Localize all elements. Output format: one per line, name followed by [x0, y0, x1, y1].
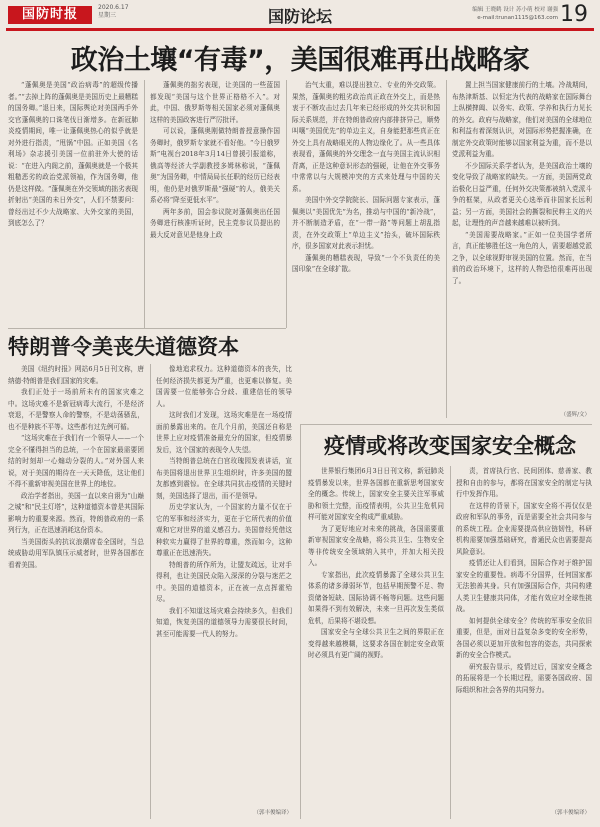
editor-names: 编辑 王晓鹤 设计 苏小萌 校对 谢强	[472, 7, 558, 13]
article2-byline: （郭丰俊编译）	[253, 810, 292, 816]
article2-headline: 特朗普令美丧失道德资本	[8, 335, 239, 359]
section-divider	[8, 328, 286, 329]
article2-column-1: 美国《纽约时报》网站6月5日刊文称，唐纳德·特朗普是我们国家的灾难。 我们正处于一场前所未有的国家灾难之中。这场灾难不是新冠病毒大流行，不是经济衰退，不是警察人命的警察，不是动荡骚乱，也不是种族不平等。这些都有过先例可循。 “这场灾难在于我们有一个领导人——一个完全不懂得担当的总统，一个在国家最需要团结的时刻却一心煽动分裂的人。”对外国人来说，对于美国的期待在一天天降低，这让他们不得不重新审视美国在世界上的地位。 政治学者指出，美国一直以来自诩为“山巅之城”和“民主灯塔”，这种道德资本曾是其国际影响力的重要来源。然而，特朗普政府的一系列行为，正在迅速消耗这份资本。 当美国街头的抗议浪潮席卷全国时，当总统威胁动用军队镇压示威者时，世界各国都在看着美国。	[8, 365, 144, 569]
article1-column-1: “蓬佩奥是美国“政治病毒”的超级传播者。”“去掉上阵的蓬佩奥是美国历史上最糟糕的国务卿。”退日来，国际舆论对美国两手外交官蓬佩奥的口诛笔伐日渐增多。在新冠肺炎疫情期间，唯一让蓬佩奥热心的似乎就是对外进行指责，“甩锅”中国。正如美国《名利场》杂志援引美国一位前驻外大使的话说：“在进入内阁之前，蓬佩奥就是一个极其粗糙恶劣的政治党派领袖，作为国务卿，他仍是这样做。“蓬佩奥在外交领域的拙劣表现折射出“美国的未日外交”，人们不禁要问：曾经出过不少大战略家、大外交家的美国，到底怎么了？	[8, 81, 138, 227]
issue-weekday: 星期三	[98, 12, 117, 19]
column-divider	[150, 364, 151, 819]
section-divider	[300, 424, 592, 425]
column-divider	[144, 80, 145, 328]
article3-column-1: 世界银行集团6月3日日刊文称，新冠肺炎疫情暴发以来，世界各国都在重新思考国家安全的概念。传统上，国家安全主要关注军事威胁和领土完整，而疫情表明，公共卫生危机同样可能对国家安全构成严重威胁。 为了更好地应对未来的挑战，各国需要重新审视国家安全战略，将公共卫生、生物安全等非传统安全领域纳入其中，并加大相关投入。 专家指出，此次疫情暴露了全球公共卫生体系的诸多薄弱环节，包括早期预警不足、物资储备短缺、国际协调不畅等问题。这些问题如果得不到有效解决，未来一旦再次发生类似危机，后果将不堪设想。 国家安全与全球公共卫生之间的界限正在变得越来越模糊，这要求各国在制定安全政策时必须具有更广阔的视野。	[308, 467, 444, 659]
article2-column-2: 像地追求权力。这种道德资本的丧失，比任何经济损失都更为严重，也更难以修复。美国需要一位能够弥合分歧、重建信任的领导人。 这时我们才发现，这场灾难是在一场疫情面前暴露出来的。在几个月前，美国还自称是世界上应对疫情准备最充分的国家，但疫情暴发后，这个国家的表现令人失望。 当特朗普总统在白宫玫瑰园发表讲话，宣布美国将退出世界卫生组织时，许多美国的盟友都感到震惊。在全球共同抗击疫情的关键时刻，美国选择了退出，而不是领导。 历史学家认为，一个国家的力量不仅在于它的军事和经济实力，更在于它所代表的价值观和它对世界的道义感召力。美国曾经凭借这种软实力赢得了世界的尊重，然而如今，这种尊重正在迅速消失。 特朗普的所作所为，让盟友疏远，让对手得利，也让美国民众陷入深深的分裂与迷茫之中。美国的道德资本，正在被一点点挥霍殆尽。 我们不知道这场灾难会持续多久，但我们知道，恢复美国的道德领导力需要很长时间，甚至可能需要一代人的努力。	[156, 365, 292, 638]
column-divider	[286, 80, 287, 328]
page-number: 19	[560, 2, 588, 27]
article1-byline: （盛辉/文）	[560, 412, 590, 418]
section-title: 国防论坛	[267, 7, 332, 26]
editor-credits	[472, 6, 558, 22]
header-divider	[6, 28, 594, 31]
article1-column-3: 治气太重，难以提出独立、专业的外交政策。果然，蓬佩奥的粗劣政治真正政在外交上，而是热衷于不断攻击过去几年来已经形成的外交共识和国际关系规范，并在特朗普政府内部排挤异己，顺势叫嚷“美国优先”的单边主义，自身能把那些真正在外交上具有战略眼光的人物边缘化了。从一些具体表现看，蓬佩奥的外交理念一直与美国主流认识相背离，正是这种意识形态的强硬，让他在外交事务中常常以与大规模冲突的方式来处理与中国的关系。 美国中外交学院院长、国际问题专家表示，蓬佩奥以“美国优先”为名，推动与中国的“新冷战”，并不断制造矛盾，在“一带一路”等问题上胡乱指责，在外交政策上“单边主义”抬头，破坏国际秩序，很多国家对此表示担忧。 蓬佩奥的糟糕表现，导致“一个不负责任的美国印象”在全球扩散。	[292, 81, 440, 273]
article1-column-2: 蓬佩奥的拙劣表现，让美国的一些蓝国都发现“美国与这个世界正格格不入”。对此，中国、俄罗斯等相关国家必须对蓬佩奥这样的美国政客进行严厉批评。 可以说，蓬佩奥刚做特朗普授意操作国务卿时，俄罗斯专家就不看好他。“今日俄罗斯”电视台2018年3月14日曾援引报道称，俄高等经济大学副教授多姆林称说，“蓬佩奥”为国务卿，中情局局长任职的经历已经表明，他仍是对俄罗斯最“强硬”的人，俄美关系必将“降至更低水平”。 两年多前，国会参议院对蓬佩奥出任国务卿进行核准听证时，民主党参议员提出的最大反对意见是他身上政	[150, 81, 280, 239]
column-divider	[446, 80, 447, 418]
main-headline: 政治土壤“有毒”，美国很难再出战略家	[70, 45, 530, 76]
article3-headline: 疫情或将改变国家安全概念	[324, 434, 576, 458]
article3-column-2: 责，首席执行官、民间团体、慈善家、教授和自由的参与，都将在国家安全的制定与执行中发挥作用。 在这样的背景下，国家安全将不再仅仅是政府和军队的事务，而是需要全社会共同参与的系统工程。企业需要提高供应链韧性，科研机构需要加强基础研究，普通民众也需要提高风险意识。 疫情还让人们看到，国际合作对于维护国家安全的重要性。病毒不分国界，任何国家都无法独善其身。只有加强国际合作，共同构建人类卫生健康共同体，才能有效应对全球性挑战。 如何提供全球安全？传统的军事安全依旧重要，但是，面对日益复杂多变的安全形势，各国必须以更加开放和包容的姿态，共同探索新的安全合作模式。 研究报告显示，疫情过后，国家安全概念的拓展将是一个长期过程，需要各国政府、国际组织和社会各界的共同努力。	[456, 467, 592, 694]
column-divider	[450, 466, 451, 819]
issue-date: 2020.6.17	[98, 4, 129, 11]
article3-byline: （郭丰俊编译）	[551, 810, 590, 816]
column-divider	[300, 425, 301, 819]
editor-email: e-mail:trunan1115@163.com	[477, 15, 558, 21]
article1-column-4: 置上担当国家健康前行的土壤。冷战期间，布热津斯基、以恒定为代表的战略家在国际舞台上纵横捭阖、以务实、政策、学养和执行力见长的外交。政府与战略家，他们对美国的全球地位和利益有着深刻认识，对国际形势把握准确，在制定外交政策时能够以国家利益为重，而不是以党派利益为重。 不少国际关系学者认为，是美国政治土壤的变化导致了战略家的缺失。一方面，美国两党政治极化日益严重，任何外交决策都被纳入党派斗争的框架，从政者更关心选举而非国家长远利益；另一方面，美国社会的撕裂和民粹主义的兴起，让理性的声音越来越难以被听到。 “美国需要战略家。”正如一位美国学者所言，真正能够胜任这一角色的人，需要超越党派之争，以全球视野审视美国的位置。然而，在当前的政治环境下，这样的人物恐怕很难再出现了。	[452, 81, 592, 285]
masthead-logo: 国防时报	[8, 6, 92, 24]
